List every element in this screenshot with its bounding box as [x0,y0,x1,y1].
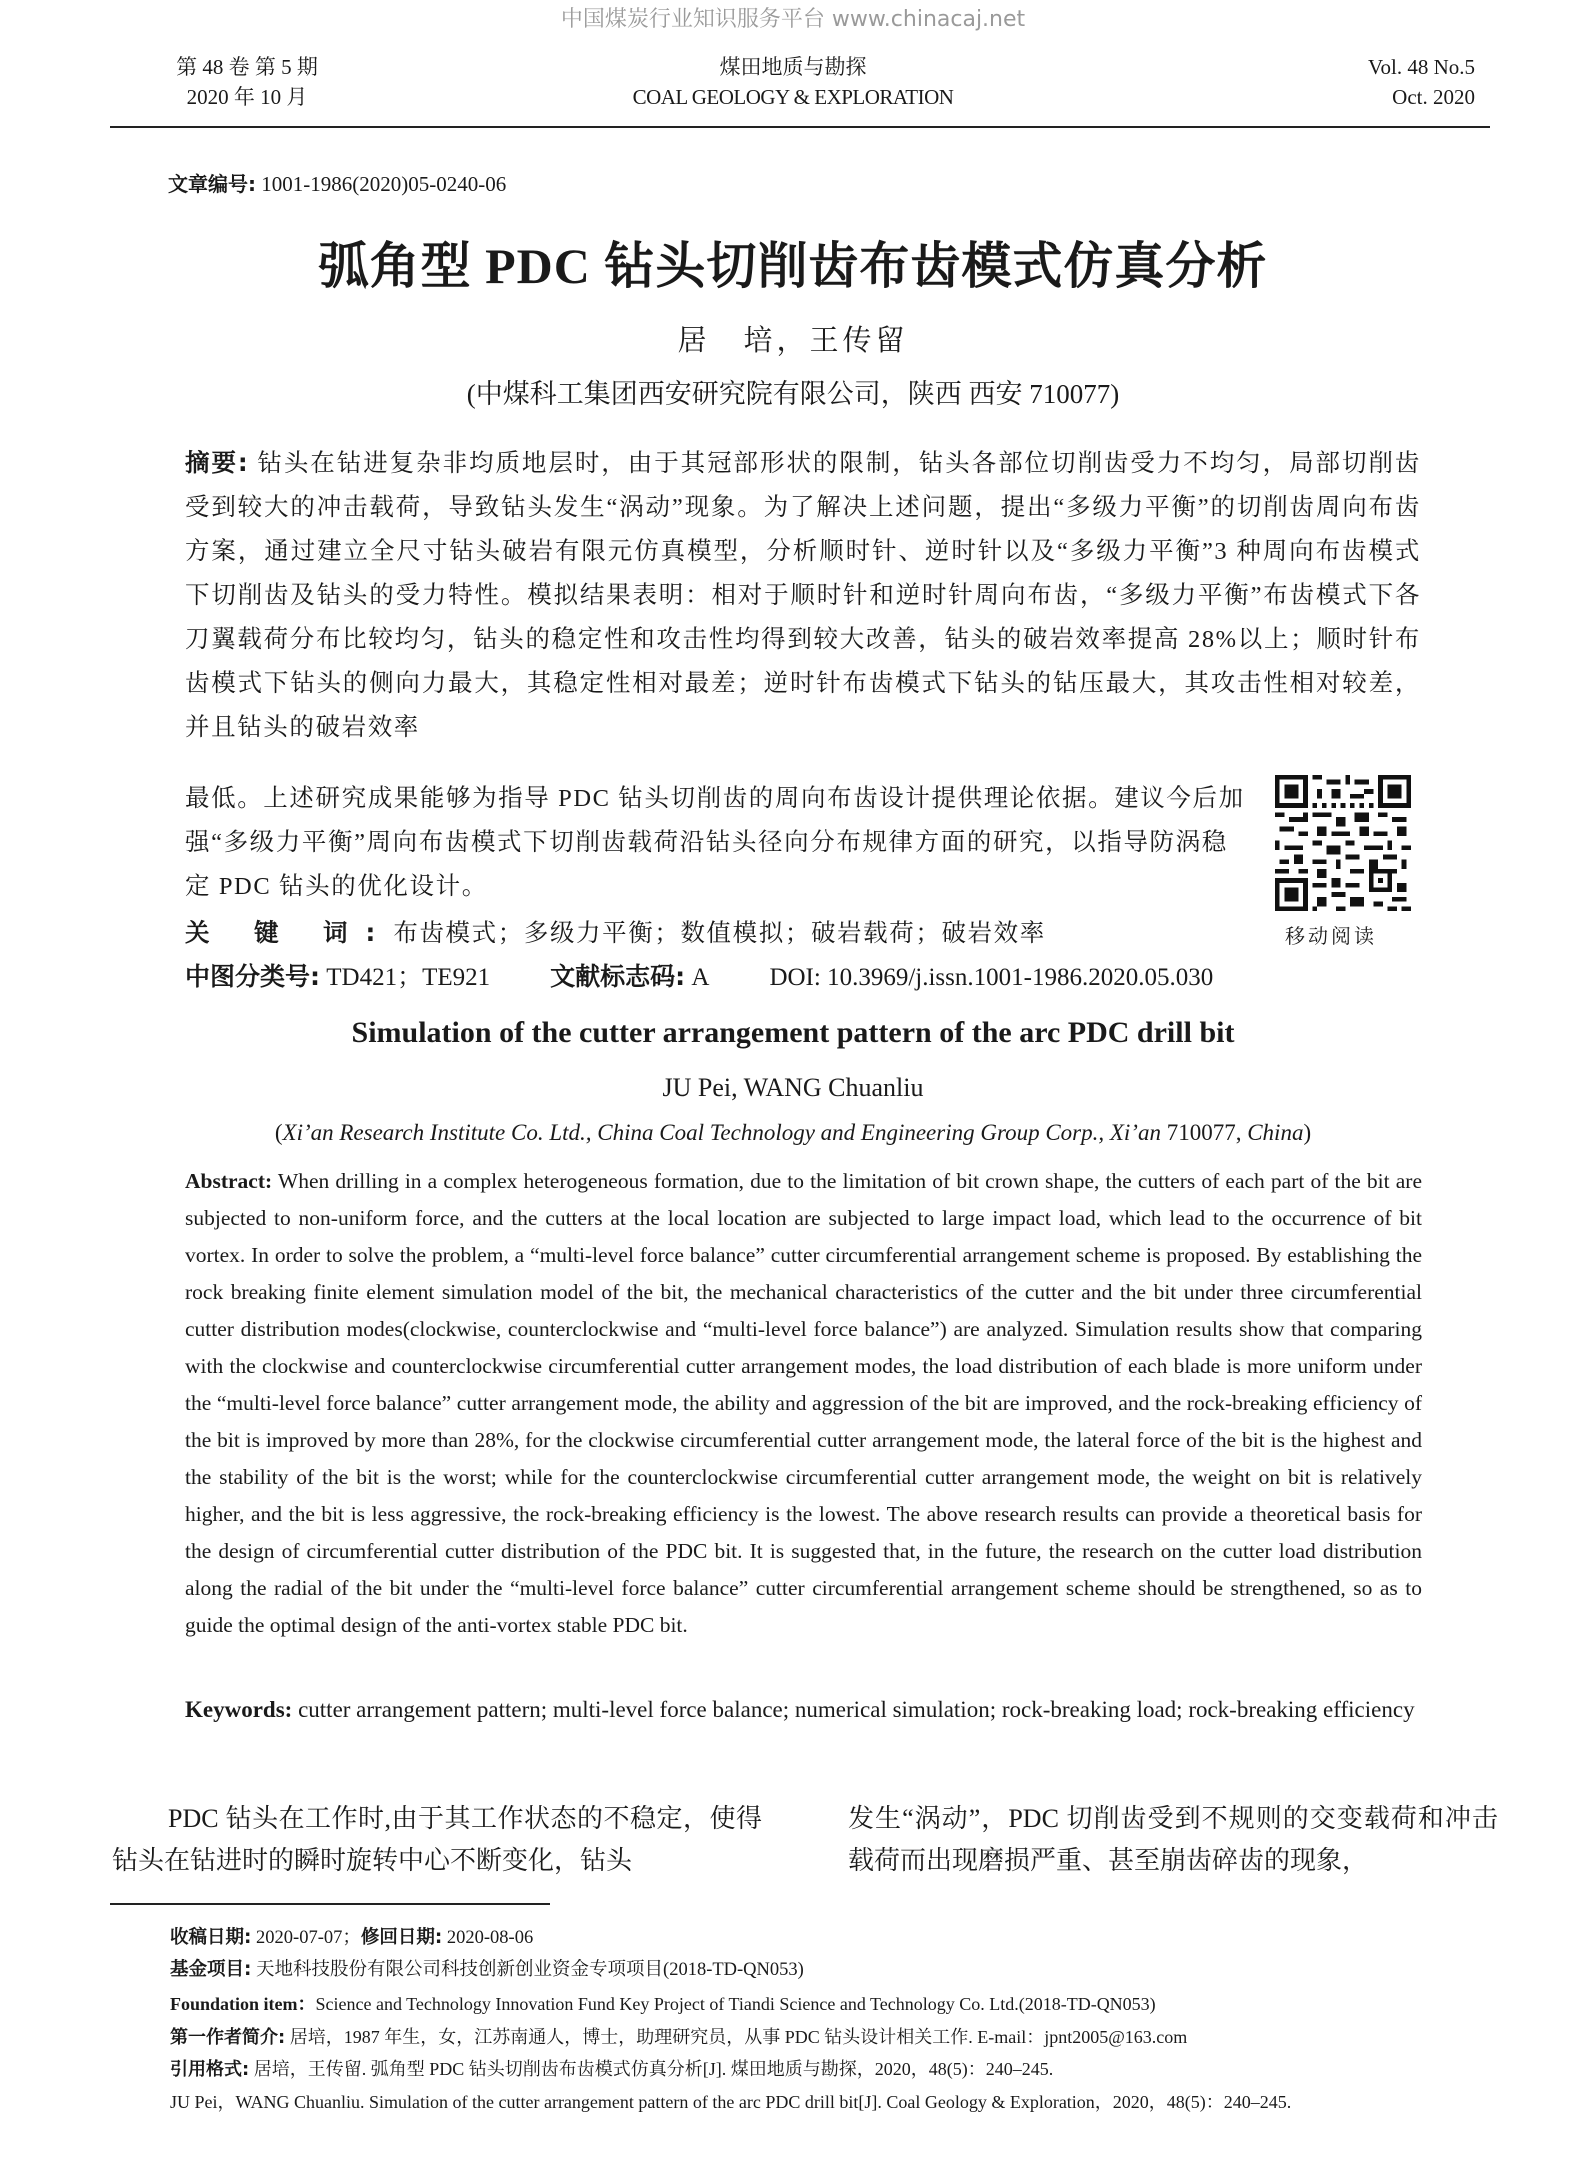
abstract-cn-text: 钻头在钻进复杂非均质地层时，由于其冠部形状的限制，钻头各部位切削齿受力不均匀，局部切削齿受到较大的冲击载荷，导致钻头发生“涡动”现象。为了解决上述问题，提出“多级力平衡”的切削齿周向布齿方案，通过建立全尺寸钻头破岩有限元仿真模型，分析顺时针、逆时针以及“多级力平衡”3 种周向布齿模式下切削齿及钻头的受力特性。模拟结果表明：相对于顺时针和逆时针周向布齿，“多级力平衡”布齿模式下各刀翼载荷分布比较均匀，钻头的稳定性和攻击性均得到较大改善，钻头的破岩效率提高 28%以上；顺时针布齿模式下钻头的侧向力最大，其稳定性相对最差；逆时针布齿模式下钻头的钻压最大，其攻击性相对较差，并且钻头的破岩效率 [185,450,1421,741]
abstract-en-text: When drilling in a complex heterogeneous formation, due to the limitation of bit crown shape, the cutters of each part of the bit are subjected to non-uniform force, and the cutters at the local location are subjected to large impact load, which lead to the occurrence of bit vortex. In order to solve the problem, a “multi-level force balance” cutter circumferential arrangement scheme is proposed. By establishing the rock breaking finite element simulation model of the bit, the mechanical characteristics of the cutter and the bit under three circumferential cutter distribution modes(clockwise, counterclockwise and “multi-level force balance”) are analyzed. Simulation results show that comparing with the clockwise and counterclockwise circumferential cutter arrangement modes, the load distribution of each blade is more uniform under the “multi-level force balance” cutter arrangement mode, the ability and aggression of the bit are improved, and the rock-breaking efficiency of the bit is improved by more than 28%, for the clockwise circumferential cutter arrangement mode, the lateral force of the bit is the highest and the stability of the bit is the worst; while for the counterclockwise circumferential cutter arrangement mode, the weight on bit is relatively higher, and the bit is less aggressive, the rock-breaking efficiency is the lowest. The above research results can provide a theoretical basis for the design of circumferential cutter distribution of the PDC bit. It is suggested that, in the future, the research on the cutter load distribution along the radial of the bit under the “multi-level force balance” cutter circumferential arrangement scheme should be strengthened, so as to guide the optimal design of the anti-vortex stable PDC bit. [185,1169,1422,1637]
keywords-cn-label: 关 键 词: [185,918,394,947]
footnote-rule [110,1903,550,1905]
fund-cn-label: 基金项目: [170,1959,252,1980]
doi[interactable]: DOI: 10.3969/j.issn.1001-1986.2020.05.030 [769,964,1214,991]
classification-line [185,957,1213,993]
title-en: Simulation of the cutter arrangement pattern of the arc PDC drill bit [351,1016,1235,1049]
affiliation-en: (Xi’an Research Institute Co. Ltd., China Coal Technology and Engineering Group Corp., Xi’an 710077, China) [274,1120,1312,1145]
footnote-dates [170,1924,533,1952]
clc-value: TD421；TE921 [320,964,491,991]
abstract-cn [185,441,1421,750]
authors-cn: 居 培，王传留 [677,325,909,357]
footnote-author [170,2023,1460,2052]
affiliation-en-country: China [1247,1120,1304,1145]
abstract-en [185,1163,1422,1644]
affiliation-en-postcode: 710077, [1160,1120,1248,1145]
received-value: 2020-07-07； [251,1928,361,1948]
fund-en-label: Foundation item： [170,1994,316,2014]
revised-value: 2020-08-06 [442,1928,534,1948]
authors-en: JU Pei, WANG Chuanliu [662,1073,924,1102]
keywords-en [185,1695,1422,1725]
watermark: 中国煤炭行业知识服务平台 www.chinacaj.net [560,7,1026,32]
revised-label: 修回日期: [360,1927,443,1948]
footnote-fund-en [170,1990,1156,2018]
footnote-fund-cn [170,1956,804,1984]
volume-cn: 第 48 卷 第 5 期 [176,55,318,79]
header-rule [110,126,1490,128]
article-number-value: 1001-1986(2020)05-0240-06 [256,172,507,196]
footnote-citation-en: JU Pei，WANG Chuanliu. Simulation of the cutter arrangement pattern of the arc PDC drill bit[J]. Coal Geology & Exploration，2020，48(5)：240–245. [170,2092,1292,2112]
keywords-en-text: cutter arrangement pattern; multi-level force balance; numerical simulation; rock-breaking load; rock-breaking efficiency [292,1697,1415,1722]
title-cn: 弧角型 PDC 钻头切削齿布齿模式仿真分析 [318,238,1268,294]
citation-label: 引用格式: [170,2059,250,2080]
keywords-cn [185,914,1046,949]
body-column-right: 发生“涡动”，PDC 切削齿受到不规则的交变载荷和冲击载荷而出现磨损严重、甚至崩齿碎齿的现象， [848,1804,1498,1875]
fund-cn-value: 天地科技股份有限公司科技创新创业资金专项项目(2018-TD-QN053) [251,1960,804,1980]
volume-en: Vol. 48 No.5 [1368,55,1475,79]
author-bio-value: 居培，1987 年生，女，江苏南通人，博士，助理研究员，从事 PDC 钻头设计相关工作. E-mail：jpnt2005@163.com [285,2027,1188,2047]
keywords-cn-text: 布齿模式；多级力平衡；数值模拟；破岩载荷；破岩效率 [393,920,1046,947]
affiliation-cn: (中煤科工集团西安研究院有限公司，陕西 西安 710077) [466,379,1120,409]
affiliation-en-institute: Xi’an Research Institute Co. Ltd., China Coal Technology and Engineering Group Corp., Xi’an [282,1120,1161,1145]
received-label: 收稿日期: [170,1927,252,1948]
abstract-cn-tail: 最低。上述研究成果能够为指导 PDC 钻头切削齿的周向布齿设计提供理论依据。建议今后加强“多级力平衡”周向布齿模式下切削齿载荷沿钻头径向分布规律方面的研究，以指导防涡稳定 PDC 钻头的优化设计。 [185,785,1245,900]
citation-cn: 居培，王传留. 弧角型 PDC 钻头切削齿布齿模式仿真分析[J]. 煤田地质与勘探，2020，48(5)：240–245. [249,2059,1054,2079]
qr-caption: 移动阅读 [1285,926,1377,948]
date-en: Oct. 2020 [1392,85,1475,109]
date-cn: 2020 年 10 月 [186,85,308,109]
article-number [168,168,506,197]
doc-code-value: A [685,964,710,991]
journal-name-cn: 煤田地质与勘探 [719,55,867,79]
keywords-en-label: Keywords: [185,1697,293,1722]
footnote-citation-cn [170,2055,1460,2084]
abstract-en-label: Abstract: [185,1169,273,1193]
qr-code-icon[interactable] [1275,775,1411,911]
header-volume-cn [152,52,342,112]
journal-name-en: COAL GEOLOGY & EXPLORATION [632,85,954,109]
body-column-left: PDC 钻头在工作时,由于其工作状态的不稳定，使得钻头在钻进时的瞬时旋转中心不断变化，钻头 [112,1804,762,1875]
doc-code-label: 文献标志码: [550,962,686,991]
header-volume-en [1225,52,1475,112]
fund-en-value: Science and Technology Innovation Fund Key Project of Tiandi Science and Technology Co. Ltd.(2018-TD-QN053) [315,1994,1156,2014]
header-journal [593,52,993,112]
clc-label: 中图分类号: [185,962,320,991]
abstract-cn-label: 摘要: [185,448,250,477]
article-number-label: 文章编号: [168,172,256,196]
author-bio-label: 第一作者简介: [170,2027,286,2048]
